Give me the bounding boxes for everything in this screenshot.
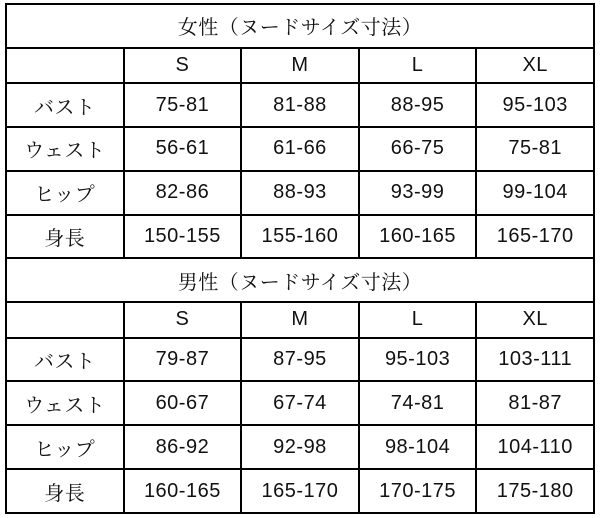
women-bust-s: 75-81: [124, 83, 242, 127]
corner-cell: [6, 48, 124, 83]
men-waist-m: 67-74: [241, 381, 359, 425]
men-col-header-l: L: [359, 302, 477, 337]
men-bust-s: 79-87: [124, 338, 242, 382]
women-height-s: 150-155: [124, 215, 242, 259]
table-row: [6, 127, 594, 171]
women-col-header-l: L: [359, 48, 477, 83]
men-hip-l: 98-104: [359, 425, 477, 469]
women-height-xl: 165-170: [476, 215, 594, 259]
size-chart-table: [5, 3, 595, 514]
women-height-label: 身長: [6, 215, 124, 259]
table-row: [6, 302, 594, 337]
men-waist-s: 60-67: [124, 381, 242, 425]
men-bust-label: バスト: [6, 338, 124, 382]
men-hip-xl: 104-110: [476, 425, 594, 469]
table-row: [6, 215, 594, 259]
men-waist-label: ウェスト: [6, 381, 124, 425]
men-bust-m: 87-95: [241, 338, 359, 382]
women-hip-xl: 99-104: [476, 171, 594, 215]
women-col-header-m: M: [241, 48, 359, 83]
men-height-xl: 175-180: [476, 469, 594, 513]
men-bust-l: 95-103: [359, 338, 477, 382]
men-height-l: 170-175: [359, 469, 477, 513]
women-height-l: 160-165: [359, 215, 477, 259]
women-col-header-xl: XL: [476, 48, 594, 83]
table-row: [6, 4, 594, 48]
table-row: [6, 381, 594, 425]
women-bust-l: 88-95: [359, 83, 477, 127]
women-section-title: 女性（ヌードサイズ寸法）: [6, 4, 594, 48]
table-row: [6, 258, 594, 302]
men-col-header-xl: XL: [476, 302, 594, 337]
women-hip-m: 88-93: [241, 171, 359, 215]
women-hip-l: 93-99: [359, 171, 477, 215]
table-row: [6, 425, 594, 469]
men-hip-s: 86-92: [124, 425, 242, 469]
women-bust-m: 81-88: [241, 83, 359, 127]
men-hip-m: 92-98: [241, 425, 359, 469]
women-waist-xl: 75-81: [476, 127, 594, 171]
table-row: [6, 48, 594, 83]
men-col-header-m: M: [241, 302, 359, 337]
men-height-s: 160-165: [124, 469, 242, 513]
men-height-label: 身長: [6, 469, 124, 513]
women-waist-m: 61-66: [241, 127, 359, 171]
men-hip-label: ヒップ: [6, 425, 124, 469]
women-bust-label: バスト: [6, 83, 124, 127]
women-col-header-s: S: [124, 48, 242, 83]
women-height-m: 155-160: [241, 215, 359, 259]
men-waist-xl: 81-87: [476, 381, 594, 425]
women-waist-s: 56-61: [124, 127, 242, 171]
men-height-m: 165-170: [241, 469, 359, 513]
women-waist-l: 66-75: [359, 127, 477, 171]
corner-cell: [6, 302, 124, 337]
table-row: [6, 338, 594, 382]
women-waist-label: ウェスト: [6, 127, 124, 171]
men-waist-l: 74-81: [359, 381, 477, 425]
table-row: [6, 469, 594, 513]
women-hip-label: ヒップ: [6, 171, 124, 215]
table-row: [6, 83, 594, 127]
men-bust-xl: 103-111: [476, 338, 594, 382]
men-section-title: 男性（ヌードサイズ寸法）: [6, 258, 594, 302]
women-hip-s: 82-86: [124, 171, 242, 215]
women-bust-xl: 95-103: [476, 83, 594, 127]
men-col-header-s: S: [124, 302, 242, 337]
table-row: [6, 171, 594, 215]
